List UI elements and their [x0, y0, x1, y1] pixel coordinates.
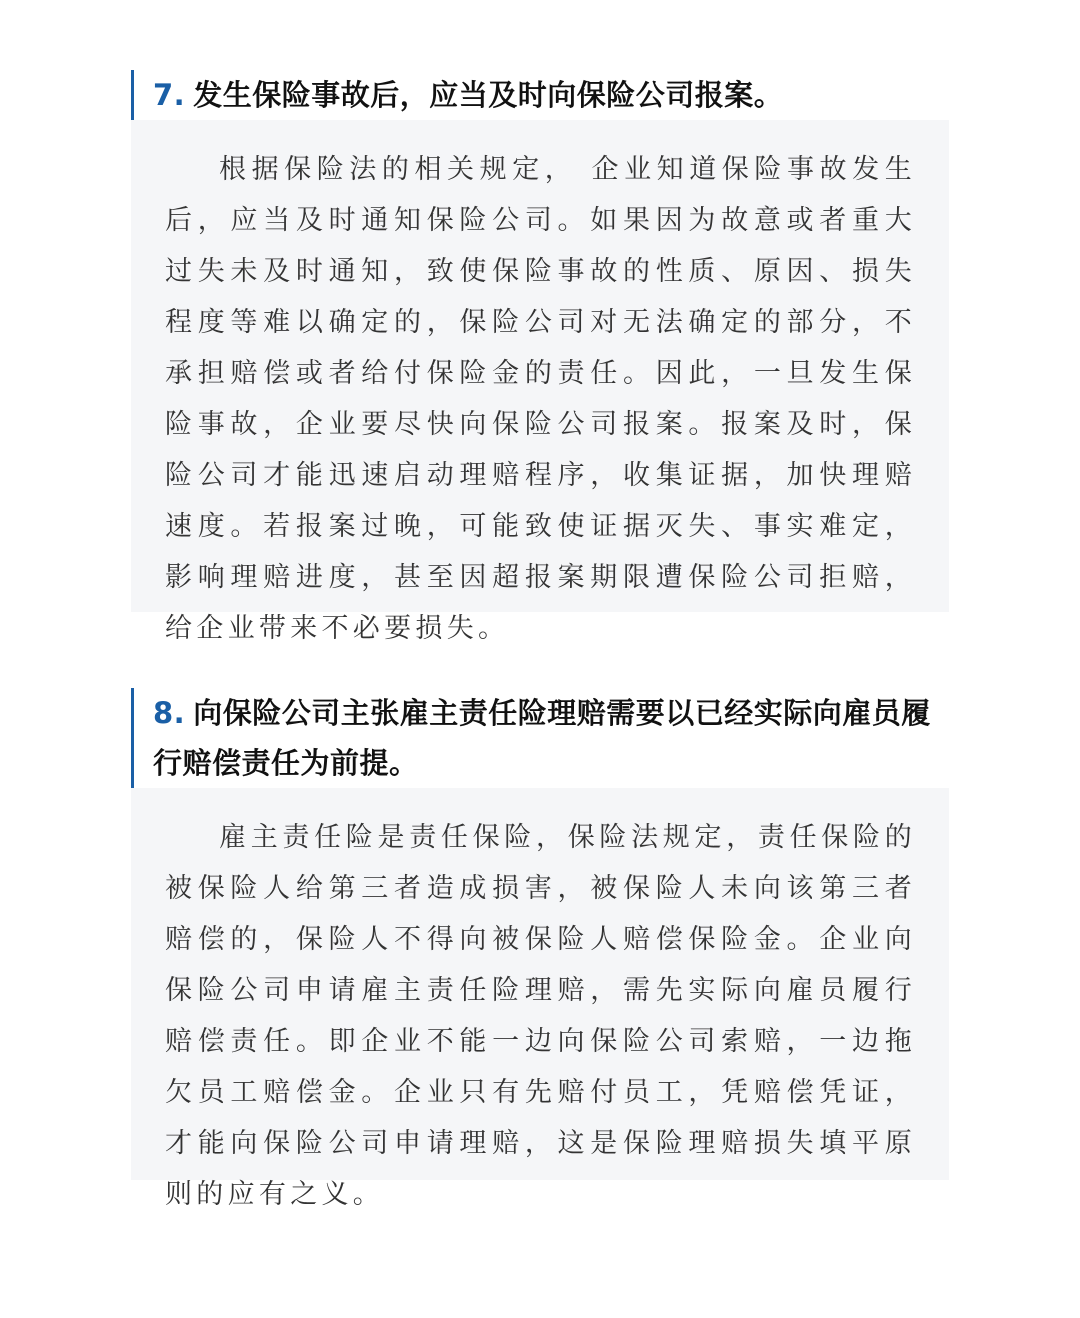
section-7-heading: [131, 70, 949, 120]
section-8-heading: [131, 688, 949, 788]
section-8-body-text: 雇主责任险是责任保险，保险法规定，责任保险的被保险人给第三者造成损害，被保险人未向该第三者赔偿的，保险人不得向被保险人赔偿保险金。企业向保险公司申请雇主责任险理赔，需先实际向雇员履行赔偿责任。即企业不能一边向保险公司索赔，一边拖欠员工赔偿金。企业只有先赔付员工，凭赔偿凭证，才能向保险公司申请理赔，这是保险理赔损失填平原则的应有之义。: [165, 822, 916, 1210]
section-8-body-box: [131, 788, 949, 1210]
section-7-body-text: 根据保险法的相关规定， 企业知道保险事故发生后，应当及时通知保险公司。如果因为故意或者重大过失未及时通知，致使保险事故的性质、原因、损失程度等难以确定的，保险公司对无法确定的部分，不承担赔偿或者给付保险金的责任。因此，一旦发生保险事故，企业要尽快向保险公司报案。报案及时，保险公司才能迅速启动理赔程序，收集证据，加快理赔速度。若报案过晚，可能致使证据灭失、事实难定，影响理赔进度，甚至因超报案期限遭保险公司拒赔，给企业带来不必要损失。: [165, 154, 916, 644]
section-8: [131, 688, 949, 1210]
section-7-number: 7.: [153, 78, 186, 112]
section-7-body-box: [131, 120, 949, 644]
section-7-title: 发生保险事故后，应当及时向保险公司报案。: [193, 78, 784, 112]
section-7: [131, 70, 949, 644]
section-8-title: 向保险公司主张雇主责任险理赔需要以已经实际向雇员履行赔偿责任为前提。: [153, 696, 931, 780]
section-8-number: 8.: [153, 696, 186, 730]
